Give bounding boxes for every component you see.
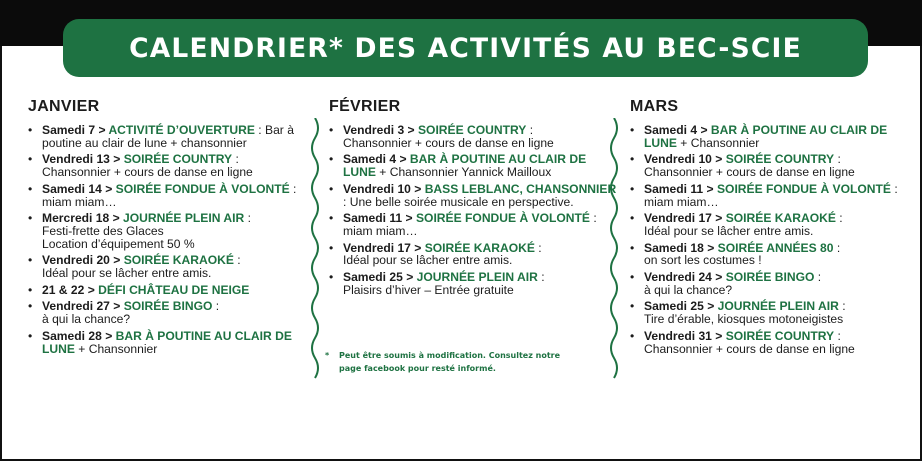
- wavy-divider-left: [307, 118, 323, 380]
- event-date: Vendredi 10: [644, 152, 712, 167]
- event-detail: :: [212, 299, 220, 314]
- event-name: SOIRÉE FONDUE À VOLONTÉ: [415, 211, 590, 226]
- event-date: Vendredi 17: [644, 211, 712, 226]
- event-separator: >: [410, 181, 425, 196]
- event-detail: :: [838, 299, 846, 314]
- event-detail: :: [534, 240, 542, 255]
- event-detail: :: [814, 270, 822, 285]
- event-date: Samedi 11: [343, 211, 403, 226]
- event-detail: : Chansonnier + cours de danse en ligne: [42, 152, 253, 180]
- event-item: [329, 271, 619, 296]
- event-separator: >: [711, 270, 726, 285]
- event-item: [28, 183, 310, 208]
- event-item: [28, 330, 310, 355]
- event-detail-line: Festi-frette des Glaces: [42, 223, 164, 238]
- event-detail: :: [244, 211, 251, 226]
- event-separator: >: [404, 123, 418, 137]
- event-detail: :: [834, 152, 841, 167]
- event-list: [28, 124, 310, 355]
- event-name: SOIRÉE FONDUE À VOLONTÉ: [716, 181, 891, 196]
- event-name: SOIRÉE KARAOKÉ: [123, 253, 234, 268]
- event-name: BAR À POUTINE AU CLAIR DE LUNE: [42, 328, 292, 356]
- event-detail-line: Tire d’érable, kiosques motoneigistes: [644, 312, 844, 327]
- event-date: Samedi 18: [644, 240, 704, 255]
- event-detail-line: Idéal pour se lâcher entre amis.: [644, 223, 814, 238]
- event-date: Mercredi 18: [42, 211, 110, 226]
- event-date: Samedi 4: [644, 123, 698, 137]
- event-name: BAR À POUTINE AU CLAIR DE LUNE: [343, 152, 587, 180]
- event-date: Samedi 25: [644, 299, 704, 314]
- event-date: Vendredi 10: [343, 181, 411, 196]
- event-detail: : miam miam…: [42, 181, 297, 209]
- event-separator: >: [101, 181, 116, 196]
- event-separator: >: [84, 282, 99, 297]
- event-list: [329, 124, 619, 296]
- event-separator: >: [101, 328, 116, 343]
- event-name: SOIRÉE KARAOKÉ: [424, 240, 535, 255]
- event-item: [28, 284, 310, 297]
- event-name: SOIRÉE COUNTRY: [725, 328, 835, 343]
- event-detail: : miam miam…: [343, 211, 597, 238]
- event-separator: >: [703, 181, 717, 196]
- event-name: SOIRÉE FONDUE À VOLONTÉ: [115, 181, 290, 196]
- event-separator: >: [95, 123, 109, 137]
- event-date: Vendredi 3: [343, 123, 405, 137]
- event-date: 21 & 22: [42, 282, 85, 297]
- event-name: BASS LEBLANC, CHANSONNIER: [424, 181, 617, 196]
- event-detail: + Chansonnier Yannick Mailloux: [375, 165, 552, 180]
- event-separator: >: [402, 270, 417, 285]
- event-separator: >: [402, 211, 416, 226]
- event-detail-line: Chansonnier + cours de danse en ligne: [343, 135, 554, 150]
- footnote-asterisk: *: [325, 351, 330, 360]
- footnote-text: Peut être soumis à modification. Consultez notre page facebook pour resté informé.: [339, 351, 561, 373]
- event-date: Vendredi 20: [42, 253, 110, 268]
- event-detail: + Chansonnier: [676, 135, 760, 150]
- event-detail-line: Idéal pour se lâcher entre amis.: [42, 266, 212, 281]
- event-detail-line: Plaisirs d’hiver – Entrée gratuite: [343, 282, 514, 297]
- event-date: Samedi 28: [42, 328, 102, 343]
- event-item: [28, 254, 310, 279]
- event-name: SOIRÉE COUNTRY: [725, 152, 835, 167]
- event-separator: >: [109, 211, 124, 226]
- event-detail: :: [233, 253, 241, 268]
- event-name: ACTIVITÉ D’OUVERTURE: [108, 123, 255, 137]
- event-detail-line: à qui la chance?: [644, 282, 733, 297]
- event-name: BAR À POUTINE AU CLAIR DE LUNE: [644, 123, 888, 150]
- event-date: Vendredi 17: [343, 240, 411, 255]
- page-title: CALENDRIER* DES ACTIVITÉS AU BEC-SCIE: [129, 32, 802, 64]
- event-separator: >: [703, 299, 718, 314]
- month-column-mars: [630, 98, 910, 359]
- event-name: SOIRÉE COUNTRY: [417, 123, 527, 137]
- event-name: DÉFI CHÂTEAU DE NEIGE: [98, 282, 250, 297]
- event-item: [630, 300, 910, 325]
- event-date: Samedi 14: [42, 181, 102, 196]
- event-item: [630, 153, 910, 178]
- event-detail: :: [835, 211, 843, 226]
- event-item: [329, 242, 619, 267]
- event-item: [630, 271, 910, 296]
- month-heading: MARS: [630, 98, 679, 115]
- event-name: SOIRÉE KARAOKÉ: [725, 211, 836, 226]
- event-name: JOURNÉE PLEIN AIR: [717, 299, 839, 314]
- wavy-divider-right: [606, 118, 622, 380]
- month-column-fevrier: [329, 98, 619, 300]
- event-detail-line: Location d’équipement 50 %: [42, 236, 195, 251]
- event-item: [630, 330, 910, 355]
- event-item: [630, 124, 910, 149]
- event-detail: :: [537, 270, 545, 285]
- event-date: Samedi 4: [343, 152, 397, 167]
- event-detail-line: on sort les costumes !: [644, 253, 762, 268]
- event-item: [28, 300, 310, 325]
- event-name: SOIRÉE COUNTRY: [123, 152, 233, 167]
- event-separator: >: [109, 299, 124, 314]
- event-item: [630, 183, 910, 208]
- event-name: SOIRÉE BINGO: [123, 299, 213, 314]
- event-date: Samedi 25: [343, 270, 403, 285]
- event-separator: >: [697, 123, 711, 137]
- event-separator: >: [109, 253, 124, 268]
- event-separator: >: [711, 328, 726, 343]
- event-separator: >: [703, 240, 718, 255]
- event-item: [329, 212, 619, 237]
- event-item: [329, 153, 619, 178]
- event-detail: :: [526, 123, 534, 137]
- event-date: Samedi 11: [644, 181, 704, 196]
- event-detail-line: Idéal pour se lâcher entre amis.: [343, 253, 513, 268]
- month-column-janvier: [28, 98, 310, 359]
- event-detail: + Chansonnier: [74, 341, 158, 356]
- event-name: SOIRÉE BINGO: [725, 270, 815, 285]
- event-item: [329, 124, 619, 149]
- event-date: Vendredi 31: [644, 328, 712, 343]
- event-item: [28, 153, 310, 178]
- event-separator: >: [711, 152, 726, 167]
- event-list: [630, 124, 910, 355]
- event-date: Vendredi 24: [644, 270, 712, 285]
- event-item: [630, 242, 910, 267]
- event-date: Samedi 7: [42, 123, 96, 137]
- event-name: JOURNÉE PLEIN AIR: [123, 211, 245, 226]
- event-separator: >: [396, 152, 410, 167]
- event-item: [28, 212, 310, 250]
- event-detail-line: Chansonnier + cours de danse en ligne: [644, 165, 855, 180]
- event-detail: :: [834, 328, 841, 343]
- month-heading: JANVIER: [28, 98, 100, 115]
- event-separator: >: [109, 152, 124, 167]
- month-heading: FÉVRIER: [329, 98, 401, 115]
- title-banner: [63, 19, 868, 77]
- event-detail-line: à qui la chance?: [42, 312, 131, 327]
- event-item: [630, 212, 910, 237]
- event-detail: : Une belle soirée musicale en perspective.: [343, 194, 574, 209]
- event-separator: >: [410, 240, 425, 255]
- event-detail: : Bar à poutine au clair de lune + chansonnier: [42, 123, 294, 150]
- event-detail: : miam miam…: [644, 181, 898, 209]
- event-separator: >: [711, 211, 726, 226]
- event-date: Vendredi 13: [42, 152, 110, 167]
- event-date: Vendredi 27: [42, 299, 110, 314]
- footnote: [325, 349, 565, 375]
- event-detail: :: [833, 240, 841, 255]
- event-name: JOURNÉE PLEIN AIR: [416, 270, 538, 285]
- event-item: [329, 183, 619, 208]
- event-detail-line: Chansonnier + cours de danse en ligne: [644, 341, 855, 356]
- event-name: SOIRÉE ANNÉES 80: [717, 240, 834, 255]
- event-item: [28, 124, 310, 149]
